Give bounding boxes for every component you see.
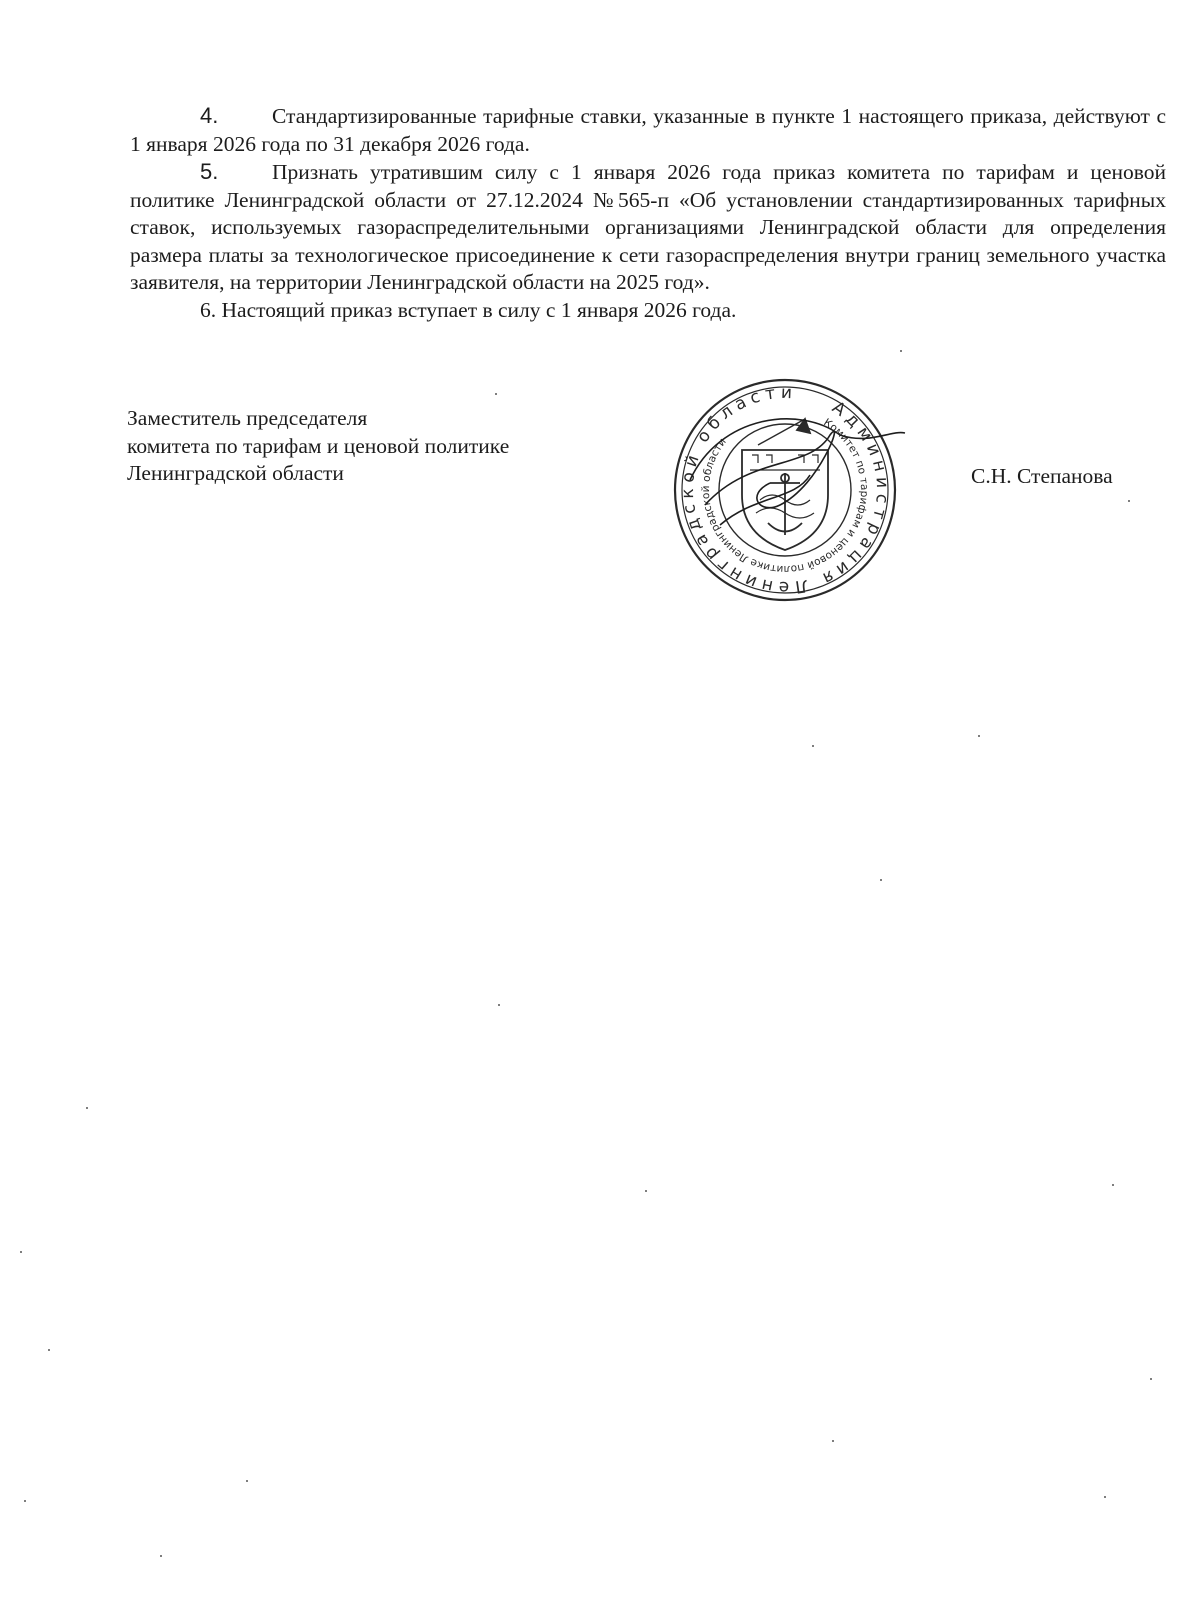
paragraph-number: 5. [200, 159, 219, 184]
signer-position-line: комитета по тарифам и ценовой политике [127, 433, 510, 458]
signer-position [127, 405, 509, 488]
signer-position-line: Заместитель председателя [127, 406, 368, 430]
paragraph-number: 4. [200, 103, 219, 128]
seal-inner-label: Комитет по тарифам и ценовой политике Ленинградской области [699, 416, 871, 576]
paragraph-text: Стандартизированные тарифные ставки, указанные в пункте 1 настоящего приказа, действуют с 1 января 2026 года по 31 декабря 2026 года. [130, 104, 1166, 156]
signer-position-line: Ленинградской области [127, 461, 344, 485]
official-seal [660, 375, 910, 605]
paragraph-text: Признать утратившим силу с 1 января 2026 года приказ комитета по тарифам и ценовой политике Ленинградской области от 27.12.2024 №565-п «Об установлении стандартизированных тарифных ставок, используемых газораспределительными организациями Ленинградской области для определения размера платы за технологическое присоединение к сети газораспределения внутри границ земельного участка заявителя, на территории Ленинградской области на 2025 год». [130, 160, 1166, 294]
seal-outer-label: Администрация Ленинградской области [677, 382, 893, 598]
coat-of-arms-icon [742, 419, 828, 550]
order-body [130, 102, 1166, 324]
paragraph-5 [130, 158, 1166, 297]
paragraph-6 [130, 297, 1166, 325]
paragraph-text: 6. Настоящий приказ вступает в силу с 1 января 2026 года. [200, 297, 737, 322]
signer-name: С.Н. Степанова [971, 464, 1113, 488]
paragraph-4 [130, 102, 1166, 158]
